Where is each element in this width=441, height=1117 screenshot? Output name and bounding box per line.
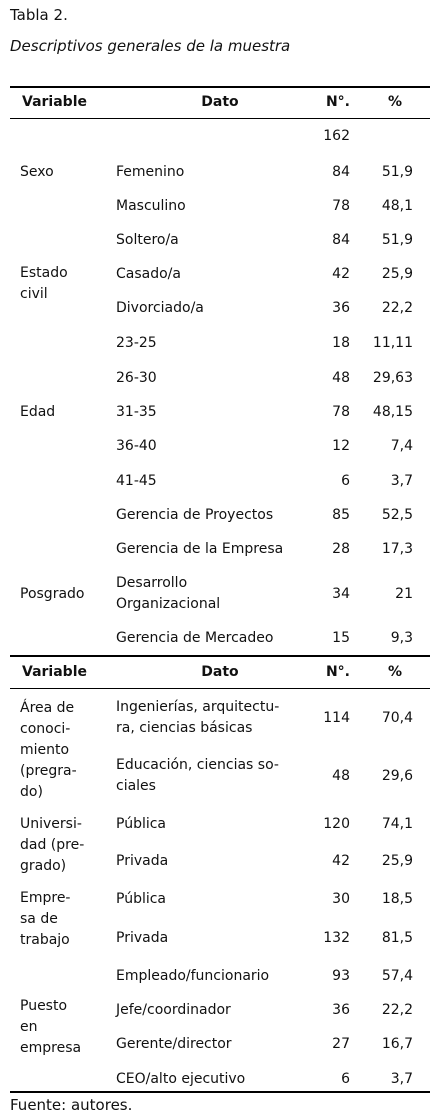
row-pct: 52,5: [381, 506, 413, 523]
row-variable: Puesto en empresa: [20, 998, 82, 1056]
row-dato: Privada: [116, 929, 169, 946]
header-dato: Dato: [201, 664, 239, 680]
row-pct: 70,4: [381, 709, 413, 726]
row-n: 34: [332, 585, 350, 602]
row-pct: 3,7: [390, 472, 413, 489]
table2-header-bottom-rule: [10, 688, 430, 689]
row-variable: Edad: [20, 403, 56, 420]
table-caption-title: Descriptivos generales de la muestra: [10, 37, 291, 55]
row-variable: Estado civil: [20, 265, 68, 302]
header-bottom-rule: [10, 118, 430, 119]
row-dato: Divorciado/a: [116, 299, 204, 316]
row-dato: Empleado/funcionario: [116, 967, 270, 984]
row-pct: 25,9: [381, 852, 413, 869]
row-pct: 16,7: [381, 1035, 413, 1052]
row-n: 48: [332, 767, 350, 784]
row-pct: 18,5: [381, 890, 413, 907]
row-pct: 25,9: [381, 265, 413, 282]
table2-top-rule: [10, 655, 430, 657]
row-pct: 29,63: [372, 369, 413, 386]
row-n: 36: [332, 299, 350, 316]
row-pct: 51,9: [381, 231, 413, 248]
row-n: 6: [341, 1070, 350, 1087]
table-bottom-rule: [10, 1091, 430, 1093]
row-dato: Gerencia de Proyectos: [116, 506, 274, 523]
row-n: 93: [332, 967, 350, 984]
source-note: Fuente: autores.: [10, 1096, 133, 1114]
header-dato: Dato: [201, 94, 239, 110]
row-dato: Jefe/coordinador: [116, 1001, 231, 1018]
header-variable: Variable: [22, 664, 87, 680]
row-dato: Gerente/director: [116, 1035, 232, 1052]
row-pct: 17,3: [381, 540, 413, 557]
row-n: 36: [332, 1001, 350, 1018]
row-n: 42: [332, 852, 350, 869]
row-n: 78: [332, 403, 350, 420]
row-n: 85: [332, 506, 350, 523]
row-dato: 26-30: [116, 369, 157, 386]
row-n: 132: [323, 929, 350, 946]
row-n: 42: [332, 265, 350, 282]
row-n: 120: [323, 815, 350, 832]
row-pct: 74,1: [381, 815, 413, 832]
row-pct: 3,7: [390, 1070, 413, 1087]
row-pct: 11,11: [372, 334, 413, 351]
header-pct: %: [387, 664, 403, 680]
row-pct: 22,2: [381, 1001, 413, 1018]
row-n: 28: [332, 540, 350, 557]
row-dato: Pública: [116, 890, 167, 907]
row-dato: Educación, ciencias so- ciales: [116, 757, 279, 794]
row-dato: Soltero/a: [116, 231, 179, 248]
row-n: 84: [332, 163, 350, 180]
total-n: 162: [323, 128, 350, 144]
row-dato: Desarrollo Organizacional: [116, 575, 221, 612]
row-variable: Sexo: [20, 163, 54, 180]
row-pct: 48,1: [381, 197, 413, 214]
row-dato: Masculino: [116, 197, 186, 214]
row-dato: Ingenierías, arquitectu- ra, ciencias básicas: [116, 699, 280, 736]
row-pct: 51,9: [381, 163, 413, 180]
row-variable: Empre- sa de trabajo: [20, 890, 71, 948]
header-n: N°.: [325, 664, 351, 680]
row-dato: 36-40: [116, 437, 157, 454]
row-n: 48: [332, 369, 350, 386]
row-n: 78: [332, 197, 350, 214]
row-dato: Pública: [116, 815, 167, 832]
header-pct: %: [387, 94, 403, 110]
row-n: 12: [332, 437, 350, 454]
row-variable: Universi- dad (pre- grado): [20, 816, 85, 874]
row-pct: 29,6: [381, 767, 413, 784]
row-pct: 7,4: [390, 437, 413, 454]
row-dato: Gerencia de la Empresa: [116, 540, 284, 557]
row-dato: 41-45: [116, 472, 157, 489]
row-dato: 31-35: [116, 403, 157, 420]
row-dato: Gerencia de Mercadeo: [116, 629, 274, 646]
row-n: 84: [332, 231, 350, 248]
row-variable: Posgrado: [20, 585, 85, 602]
header-variable: Variable: [22, 94, 87, 110]
row-pct: 48,15: [372, 403, 413, 420]
row-dato: Femenino: [116, 163, 185, 180]
row-pct: 21: [395, 585, 413, 602]
row-n: 30: [332, 890, 350, 907]
row-dato: Privada: [116, 852, 169, 869]
row-dato: Casado/a: [116, 265, 181, 282]
row-dato: CEO/alto ejecutivo: [116, 1070, 246, 1087]
row-n: 114: [323, 709, 350, 726]
table-caption-number: Tabla 2.: [10, 6, 68, 24]
row-pct: 22,2: [381, 299, 413, 316]
row-n: 27: [332, 1035, 350, 1052]
table-top-rule: [10, 86, 430, 88]
row-n: 18: [332, 334, 350, 351]
row-pct: 57,4: [381, 967, 413, 984]
row-n: 15: [332, 629, 350, 646]
row-dato: 23-25: [116, 334, 157, 351]
header-n: N°.: [325, 94, 351, 110]
row-n: 6: [341, 472, 350, 489]
row-pct: 81,5: [381, 929, 413, 946]
row-variable: Área de conoci- miento (pregra- do): [20, 700, 77, 800]
row-pct: 9,3: [390, 629, 413, 646]
